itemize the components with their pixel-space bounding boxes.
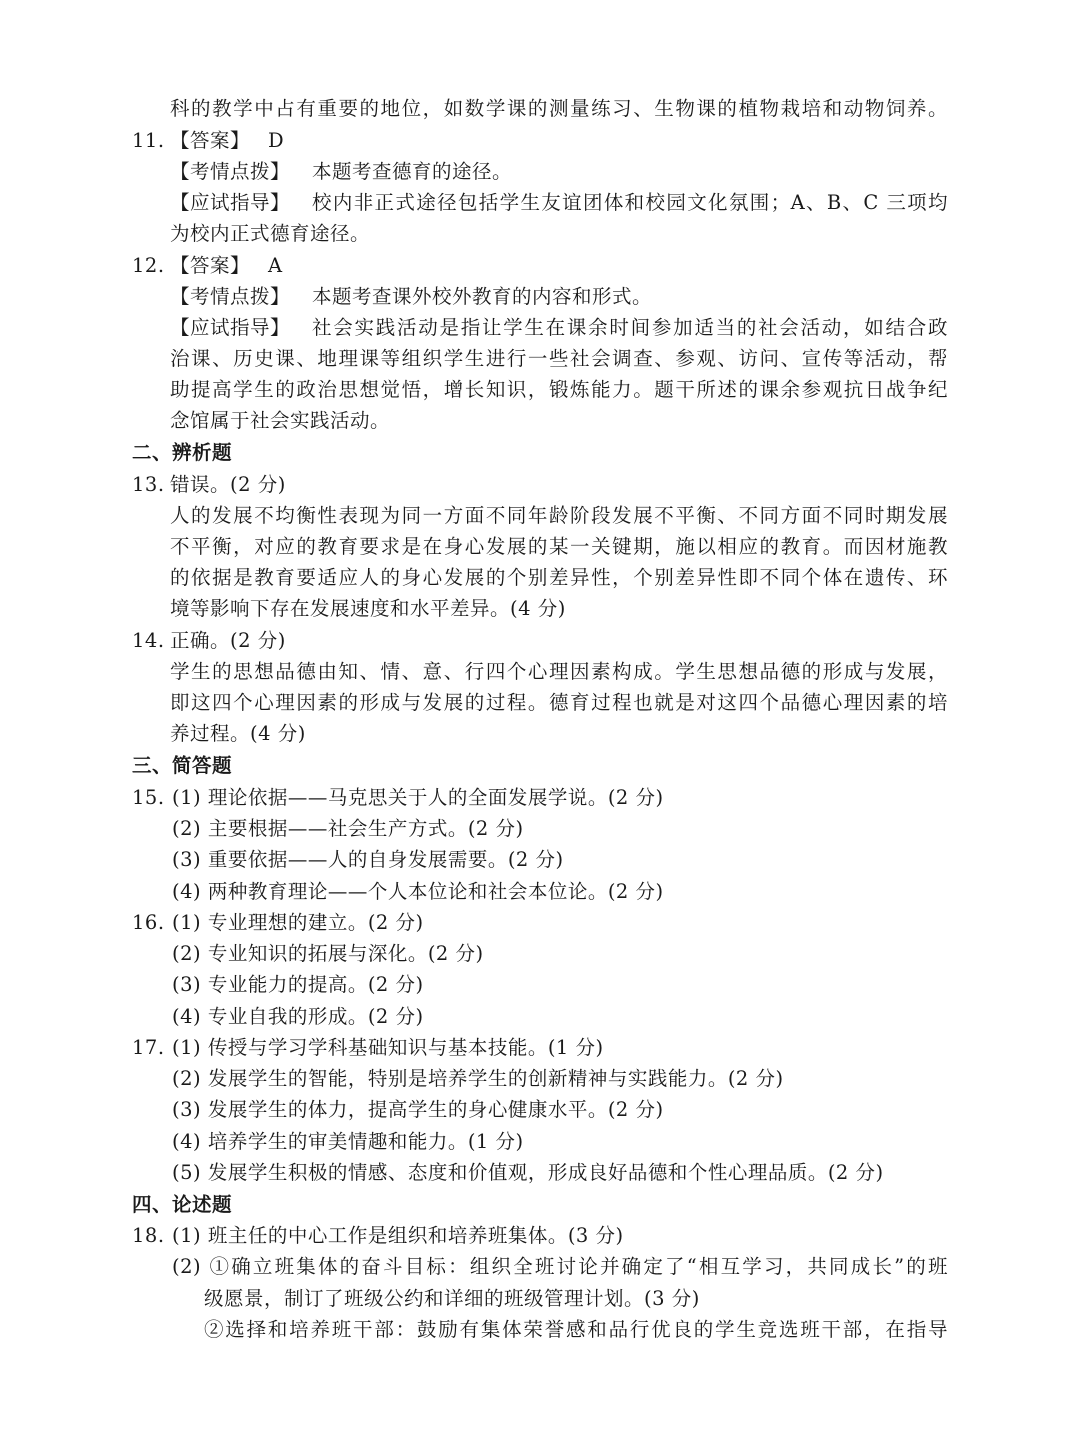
answer-line bbox=[170, 126, 284, 156]
text-line: 不平衡，对应的教育要求是在身心发展的某一关键期，施以相应的教育。而因材施教 bbox=[170, 535, 948, 558]
list-item: (2) ①确立班集体的奋斗目标：组织全班讨论并确定了“相互学习，共同成长”的班 bbox=[172, 1255, 948, 1278]
answer-value: D bbox=[268, 129, 285, 152]
text-line: 的依据是教育要适应人的身心发展的个别差异性，个别差异性即不同个体在遗传、环 bbox=[170, 566, 948, 589]
verdict-line: 错误。(2 分) bbox=[170, 473, 286, 496]
text-line: 治课、历史课、地理课等组织学生进行一些社会调查、参观、访问、宣传等活动，帮 bbox=[170, 347, 948, 370]
answer-tag: 【答案】 bbox=[170, 129, 251, 152]
text-line: 养过程。(4 分) bbox=[170, 722, 306, 745]
text-line: 级愿景，制订了班级公约和详细的班级管理计划。(3 分) bbox=[204, 1287, 700, 1310]
guide-tag: 【应试指导】 bbox=[170, 316, 291, 339]
answer-tag: 【答案】 bbox=[170, 254, 251, 277]
section-heading: 四、论述题 bbox=[132, 1193, 233, 1216]
question-number: 15. bbox=[132, 786, 165, 809]
text-line: 为校内正式德育途径。 bbox=[170, 222, 371, 245]
list-item: (2) 专业知识的拓展与深化。(2 分) bbox=[172, 942, 484, 965]
question-number: 18. bbox=[132, 1224, 165, 1247]
point-line bbox=[170, 282, 652, 312]
question-number: 13. bbox=[132, 473, 165, 496]
text-line: 助提高学生的政治思想觉悟，增长知识，锻炼能力。题干所述的课余参观抗日战争纪 bbox=[170, 378, 948, 401]
guide-line bbox=[170, 313, 948, 343]
list-item: (3) 重要依据——人的自身发展需要。(2 分) bbox=[172, 848, 564, 871]
point-text: 本题考查德育的途径。 bbox=[312, 160, 513, 183]
answer-value: A bbox=[268, 254, 283, 277]
question-number: 12. bbox=[132, 254, 165, 277]
question-number: 11. bbox=[132, 129, 165, 152]
guide-text: 校内非正式途径包括学生友谊团体和校园文化氛围；A、B、C 三项均 bbox=[312, 191, 948, 214]
question-number: 14. bbox=[132, 629, 165, 652]
question-number: 17. bbox=[132, 1036, 165, 1059]
section-heading: 二、辨析题 bbox=[132, 441, 233, 464]
guide-text: 社会实践活动是指让学生在课余时间参加适当的社会活动，如结合政 bbox=[312, 316, 948, 339]
guide-line bbox=[170, 188, 948, 218]
list-item: (3) 专业能力的提高。(2 分) bbox=[172, 973, 424, 996]
list-item: (1) 班主任的中心工作是组织和培养班集体。(3 分) bbox=[172, 1224, 624, 1247]
question-number: 16. bbox=[132, 911, 165, 934]
text-line: ②选择和培养班干部：鼓励有集体荣誉感和品行优良的学生竞选班干部，在指导 bbox=[204, 1318, 948, 1341]
text-line: 即这四个心理因素的形成与发展的过程。德育过程也就是对这四个品德心理因素的培 bbox=[170, 691, 948, 714]
list-item: (2) 主要根据——社会生产方式。(2 分) bbox=[172, 817, 524, 840]
text-line: 科的教学中占有重要的地位，如数学课的测量练习、生物课的植物栽培和动物饲养。 bbox=[170, 97, 948, 120]
text-line: 人的发展不均衡性表现为同一方面不同年龄阶段发展不平衡、不同方面不同时期发展 bbox=[170, 504, 948, 527]
list-item: (1) 理论依据——马克思关于人的全面发展学说。(2 分) bbox=[172, 786, 664, 809]
point-line bbox=[170, 157, 512, 187]
text-line: 境等影响下存在发展速度和水平差异。(4 分) bbox=[170, 597, 566, 620]
section-heading: 三、简答题 bbox=[132, 754, 233, 777]
verdict-line: 正确。(2 分) bbox=[170, 629, 286, 652]
text-line: 学生的思想品德由知、情、意、行四个心理因素构成。学生思想品德的形成与发展， bbox=[170, 660, 948, 683]
point-tag: 【考情点拨】 bbox=[170, 160, 291, 183]
list-item: (1) 传授与学习学科基础知识与基本技能。(1 分) bbox=[172, 1036, 604, 1059]
list-item: (5) 发展学生积极的情感、态度和价值观，形成良好品德和个性心理品质。(2 分) bbox=[172, 1161, 884, 1184]
list-item: (4) 培养学生的审美情趣和能力。(1 分) bbox=[172, 1130, 524, 1153]
guide-tag: 【应试指导】 bbox=[170, 191, 291, 214]
list-item: (2) 发展学生的智能，特别是培养学生的创新精神与实践能力。(2 分) bbox=[172, 1067, 784, 1090]
point-tag: 【考情点拨】 bbox=[170, 285, 291, 308]
list-item: (3) 发展学生的体力，提高学生的身心健康水平。(2 分) bbox=[172, 1098, 664, 1121]
list-item: (1) 专业理想的建立。(2 分) bbox=[172, 911, 424, 934]
answer-line bbox=[170, 251, 283, 281]
list-item: (4) 专业自我的形成。(2 分) bbox=[172, 1005, 424, 1028]
point-text: 本题考查课外校外教育的内容和形式。 bbox=[312, 285, 653, 308]
list-item: (4) 两种教育理论——个人本位论和社会本位论。(2 分) bbox=[172, 880, 664, 903]
text-line: 念馆属于社会实践活动。 bbox=[170, 409, 391, 432]
